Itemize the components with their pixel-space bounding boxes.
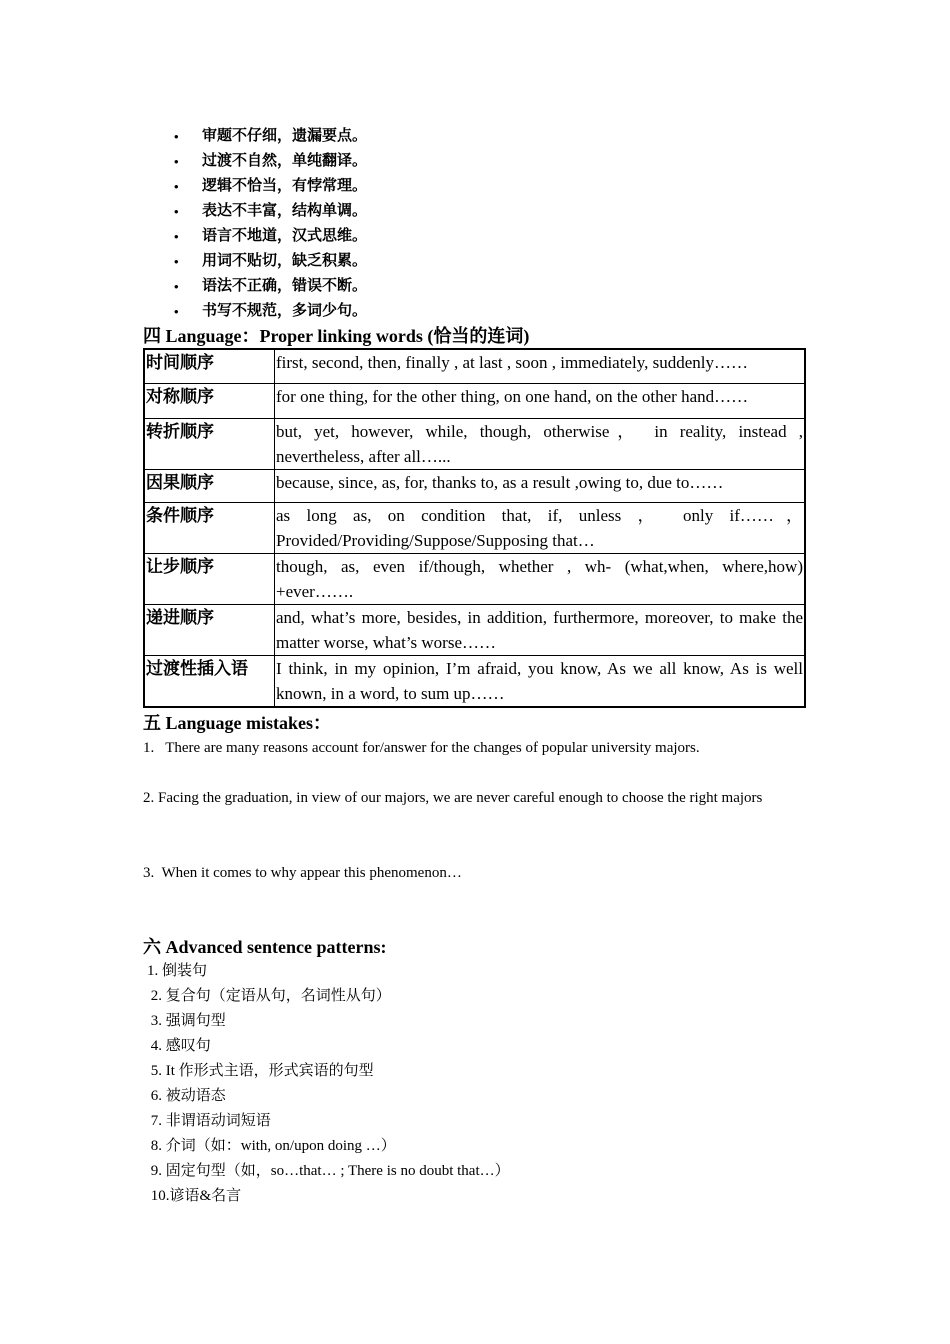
category-cell: 转折顺序 <box>144 418 275 469</box>
bullet-icon: • <box>174 304 179 319</box>
problem-text: 审题不仔细，遗漏要点。 <box>202 128 368 144</box>
list-item <box>170 224 367 249</box>
category-cell: 时间顺序 <box>144 349 275 383</box>
bullet-icon: • <box>174 254 179 269</box>
writing-problems-list <box>170 124 367 324</box>
sentence-patterns-list <box>147 959 510 1209</box>
table-row <box>144 604 805 655</box>
bullet-icon: • <box>174 204 179 219</box>
words-cell: as long as, on condition that, if, unless ， only if……，Provided/Providing/Suppose/Supposing that… <box>275 502 806 553</box>
section4-heading: 四 Language：Proper linking words (恰当的连词) <box>143 326 530 346</box>
bullet-icon: • <box>174 129 179 144</box>
list-item <box>170 274 367 299</box>
table-row <box>144 502 805 553</box>
words-cell: because, since, as, for, thanks to, as a result ,owing to, due to…… <box>275 469 806 502</box>
words-cell: but, yet, however, while, though, otherwise， in reality, instead , nevertheless, after all…... <box>275 418 806 469</box>
list-item: 10.谚语&名言 <box>147 1188 242 1204</box>
table-row <box>144 349 805 383</box>
list-item: 4. 感叹句 <box>147 1038 211 1054</box>
bullet-icon: • <box>174 179 179 194</box>
bullet-icon: • <box>174 154 179 169</box>
problem-text: 语法不正确，错误不断。 <box>202 278 368 294</box>
list-item: 9. 固定句型（如，so…that… ; There is no doubt that…） <box>147 1163 510 1179</box>
table-row <box>144 469 805 502</box>
list-item: 1. 倒装句 <box>147 963 208 979</box>
list-item <box>170 124 367 149</box>
list-item: 2. 复合句（定语从句，名词性从句） <box>147 988 391 1004</box>
table-row <box>144 655 805 707</box>
category-cell: 条件顺序 <box>144 502 275 553</box>
problem-text: 表达不丰富，结构单调。 <box>202 203 368 219</box>
mistake-item: 3. When it comes to why appear this phenomenon… <box>143 865 462 881</box>
list-item: 8. 介词（如：with, on/upon doing …） <box>147 1138 396 1154</box>
mistake-item: 1. There are many reasons account for/answer for the changes of popular university majors. <box>143 740 700 756</box>
linking-words-table <box>143 348 806 708</box>
list-item: 3. 强调句型 <box>147 1013 226 1029</box>
table-row <box>144 383 805 418</box>
words-cell: for one thing, for the other thing, on one hand, on the other hand…… <box>275 383 806 418</box>
category-cell: 让步顺序 <box>144 553 275 604</box>
words-cell: and, what’s more, besides, in addition, furthermore, moreover, to make the matter worse, what’s worse…… <box>275 604 806 655</box>
list-item: 7. 非谓语动词短语 <box>147 1113 271 1129</box>
problem-text: 语言不地道，汉式思维。 <box>202 228 368 244</box>
section6-heading: 六 Advanced sentence patterns: <box>143 937 387 957</box>
category-cell: 对称顺序 <box>144 383 275 418</box>
list-item <box>170 199 367 224</box>
list-item <box>170 174 367 199</box>
problem-text: 用词不贴切，缺乏积累。 <box>202 253 368 269</box>
bullet-icon: • <box>174 229 179 244</box>
category-cell: 递进顺序 <box>144 604 275 655</box>
list-item: 6. 被动语态 <box>147 1088 226 1104</box>
category-cell: 过渡性插入语 <box>144 655 275 707</box>
list-item: 5. It 作形式主语，形式宾语的句型 <box>147 1063 374 1079</box>
words-cell: I think, in my opinion, I’m afraid, you know, As we all know, As is well known, in a word, to sum up…… <box>275 655 806 707</box>
list-item <box>170 149 367 174</box>
mistake-item: 2. Facing the graduation, in view of our majors, we are never careful enough to choose the right majors <box>143 790 763 806</box>
bullet-icon: • <box>174 279 179 294</box>
words-cell: first, second, then, finally , at last , soon , immediately, suddenly…… <box>275 349 806 383</box>
section5-heading: 五 Language mistakes： <box>143 713 332 733</box>
table-row <box>144 418 805 469</box>
table-row <box>144 553 805 604</box>
problem-text: 过渡不自然，单纯翻译。 <box>202 153 368 169</box>
problem-text: 逻辑不恰当，有悖常理。 <box>202 178 368 194</box>
list-item <box>170 249 367 274</box>
category-cell: 因果顺序 <box>144 469 275 502</box>
words-cell: though, as, even if/though, whether , wh- (what,when, where,how) +ever……. <box>275 553 806 604</box>
list-item <box>170 299 367 324</box>
problem-text: 书写不规范，多词少句。 <box>202 303 368 319</box>
